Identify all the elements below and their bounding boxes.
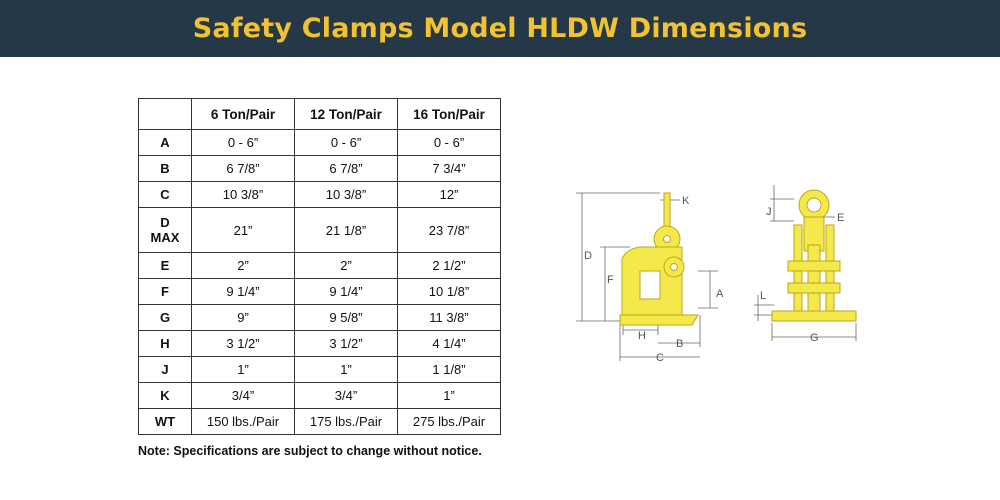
row-label: G (139, 305, 192, 331)
table-cell: 2” (295, 253, 398, 279)
front-base (772, 311, 856, 321)
table-cell: 10 3/8” (295, 182, 398, 208)
dim-label-h: H (638, 330, 646, 342)
cam-hole (671, 264, 678, 271)
table-row (139, 331, 501, 357)
dim-label-g: G (810, 332, 819, 344)
row-label-line1: D (160, 215, 170, 230)
table-cell: 0 - 6” (398, 130, 501, 156)
front-plate-right (826, 225, 834, 319)
dim-label-d: D (584, 250, 592, 262)
table-cell: 0 - 6” (295, 130, 398, 156)
table-cell: 9 5/8” (295, 305, 398, 331)
pivot-hole (664, 236, 671, 243)
row-label-line2: MAX (150, 230, 180, 245)
table-cell: 21” (192, 208, 295, 253)
dim-label-a: A (716, 288, 724, 300)
dim-label-b: B (676, 338, 684, 350)
table-cell: 11 3/8” (398, 305, 501, 331)
table-cell: 275 lbs./Pair (398, 409, 501, 435)
table-cell: 3 1/2” (192, 331, 295, 357)
front-pin-upper (788, 261, 840, 271)
dim-label-j: J (766, 206, 772, 218)
row-label: E (139, 253, 192, 279)
table-cell: 175 lbs./Pair (295, 409, 398, 435)
dim-label-f: F (607, 274, 614, 286)
front-eye-hole (807, 198, 821, 212)
table-cell: 12” (398, 182, 501, 208)
column-header (139, 99, 192, 130)
row-label: C (139, 182, 192, 208)
table-row (139, 357, 501, 383)
table-cell: 7 3/4” (398, 156, 501, 182)
table-cell: 1” (192, 357, 295, 383)
dim-label-k: K (682, 195, 690, 207)
table-row (139, 279, 501, 305)
table-cell: 9” (192, 305, 295, 331)
table-cell: 3 1/2” (295, 331, 398, 357)
table-row (139, 409, 501, 435)
row-label: B (139, 156, 192, 182)
front-plate-middle (808, 245, 820, 319)
table-cell: 21 1/8” (295, 208, 398, 253)
table-cell: 3/4” (192, 383, 295, 409)
table-cell: 1 1/8” (398, 357, 501, 383)
column-header: 16 Ton/Pair (398, 99, 501, 130)
dim-label-c: C (656, 352, 664, 364)
table-cell: 9 1/4” (192, 279, 295, 305)
table-cell: 23 7/8” (398, 208, 501, 253)
table-row (139, 130, 501, 156)
page-header (0, 0, 1000, 57)
dim-label-l: L (760, 290, 767, 302)
clamp-side-view (620, 193, 698, 325)
table-cell: 10 3/8” (192, 182, 295, 208)
row-label: K (139, 383, 192, 409)
row-label: WT (139, 409, 192, 435)
table-row (139, 156, 501, 182)
table-cell: 3/4” (295, 383, 398, 409)
clamp-jaw (620, 315, 698, 325)
column-header: 12 Ton/Pair (295, 99, 398, 130)
table-cell: 4 1/4” (398, 331, 501, 357)
clamp-dimension-diagram (560, 175, 870, 375)
row-label: A (139, 130, 192, 156)
table-cell: 150 lbs./Pair (192, 409, 295, 435)
table-cell: 0 - 6” (192, 130, 295, 156)
table-row (139, 305, 501, 331)
column-header: 6 Ton/Pair (192, 99, 295, 130)
specifications-note: Note: Specifications are subject to change without notice. (138, 444, 482, 458)
page-title: Safety Clamps Model HLDW Dimensions (192, 13, 808, 44)
table-row (139, 208, 501, 253)
table-header-row (139, 99, 501, 130)
table-cell: 2 1/2” (398, 253, 501, 279)
row-label: H (139, 331, 192, 357)
table-row (139, 253, 501, 279)
front-pin-lower (788, 283, 840, 293)
table-cell: 9 1/4” (295, 279, 398, 305)
dimensions-table (138, 98, 501, 435)
row-label: J (139, 357, 192, 383)
front-plate-left (794, 225, 802, 319)
table-cell: 6 7/8” (192, 156, 295, 182)
table-cell: 6 7/8” (295, 156, 398, 182)
table-cell: 1” (295, 357, 398, 383)
dim-label-e: E (837, 212, 845, 224)
row-label (139, 208, 192, 253)
row-label: F (139, 279, 192, 305)
table-cell: 10 1/8” (398, 279, 501, 305)
table-row (139, 383, 501, 409)
table-cell: 2” (192, 253, 295, 279)
table-cell: 1” (398, 383, 501, 409)
table-row (139, 182, 501, 208)
